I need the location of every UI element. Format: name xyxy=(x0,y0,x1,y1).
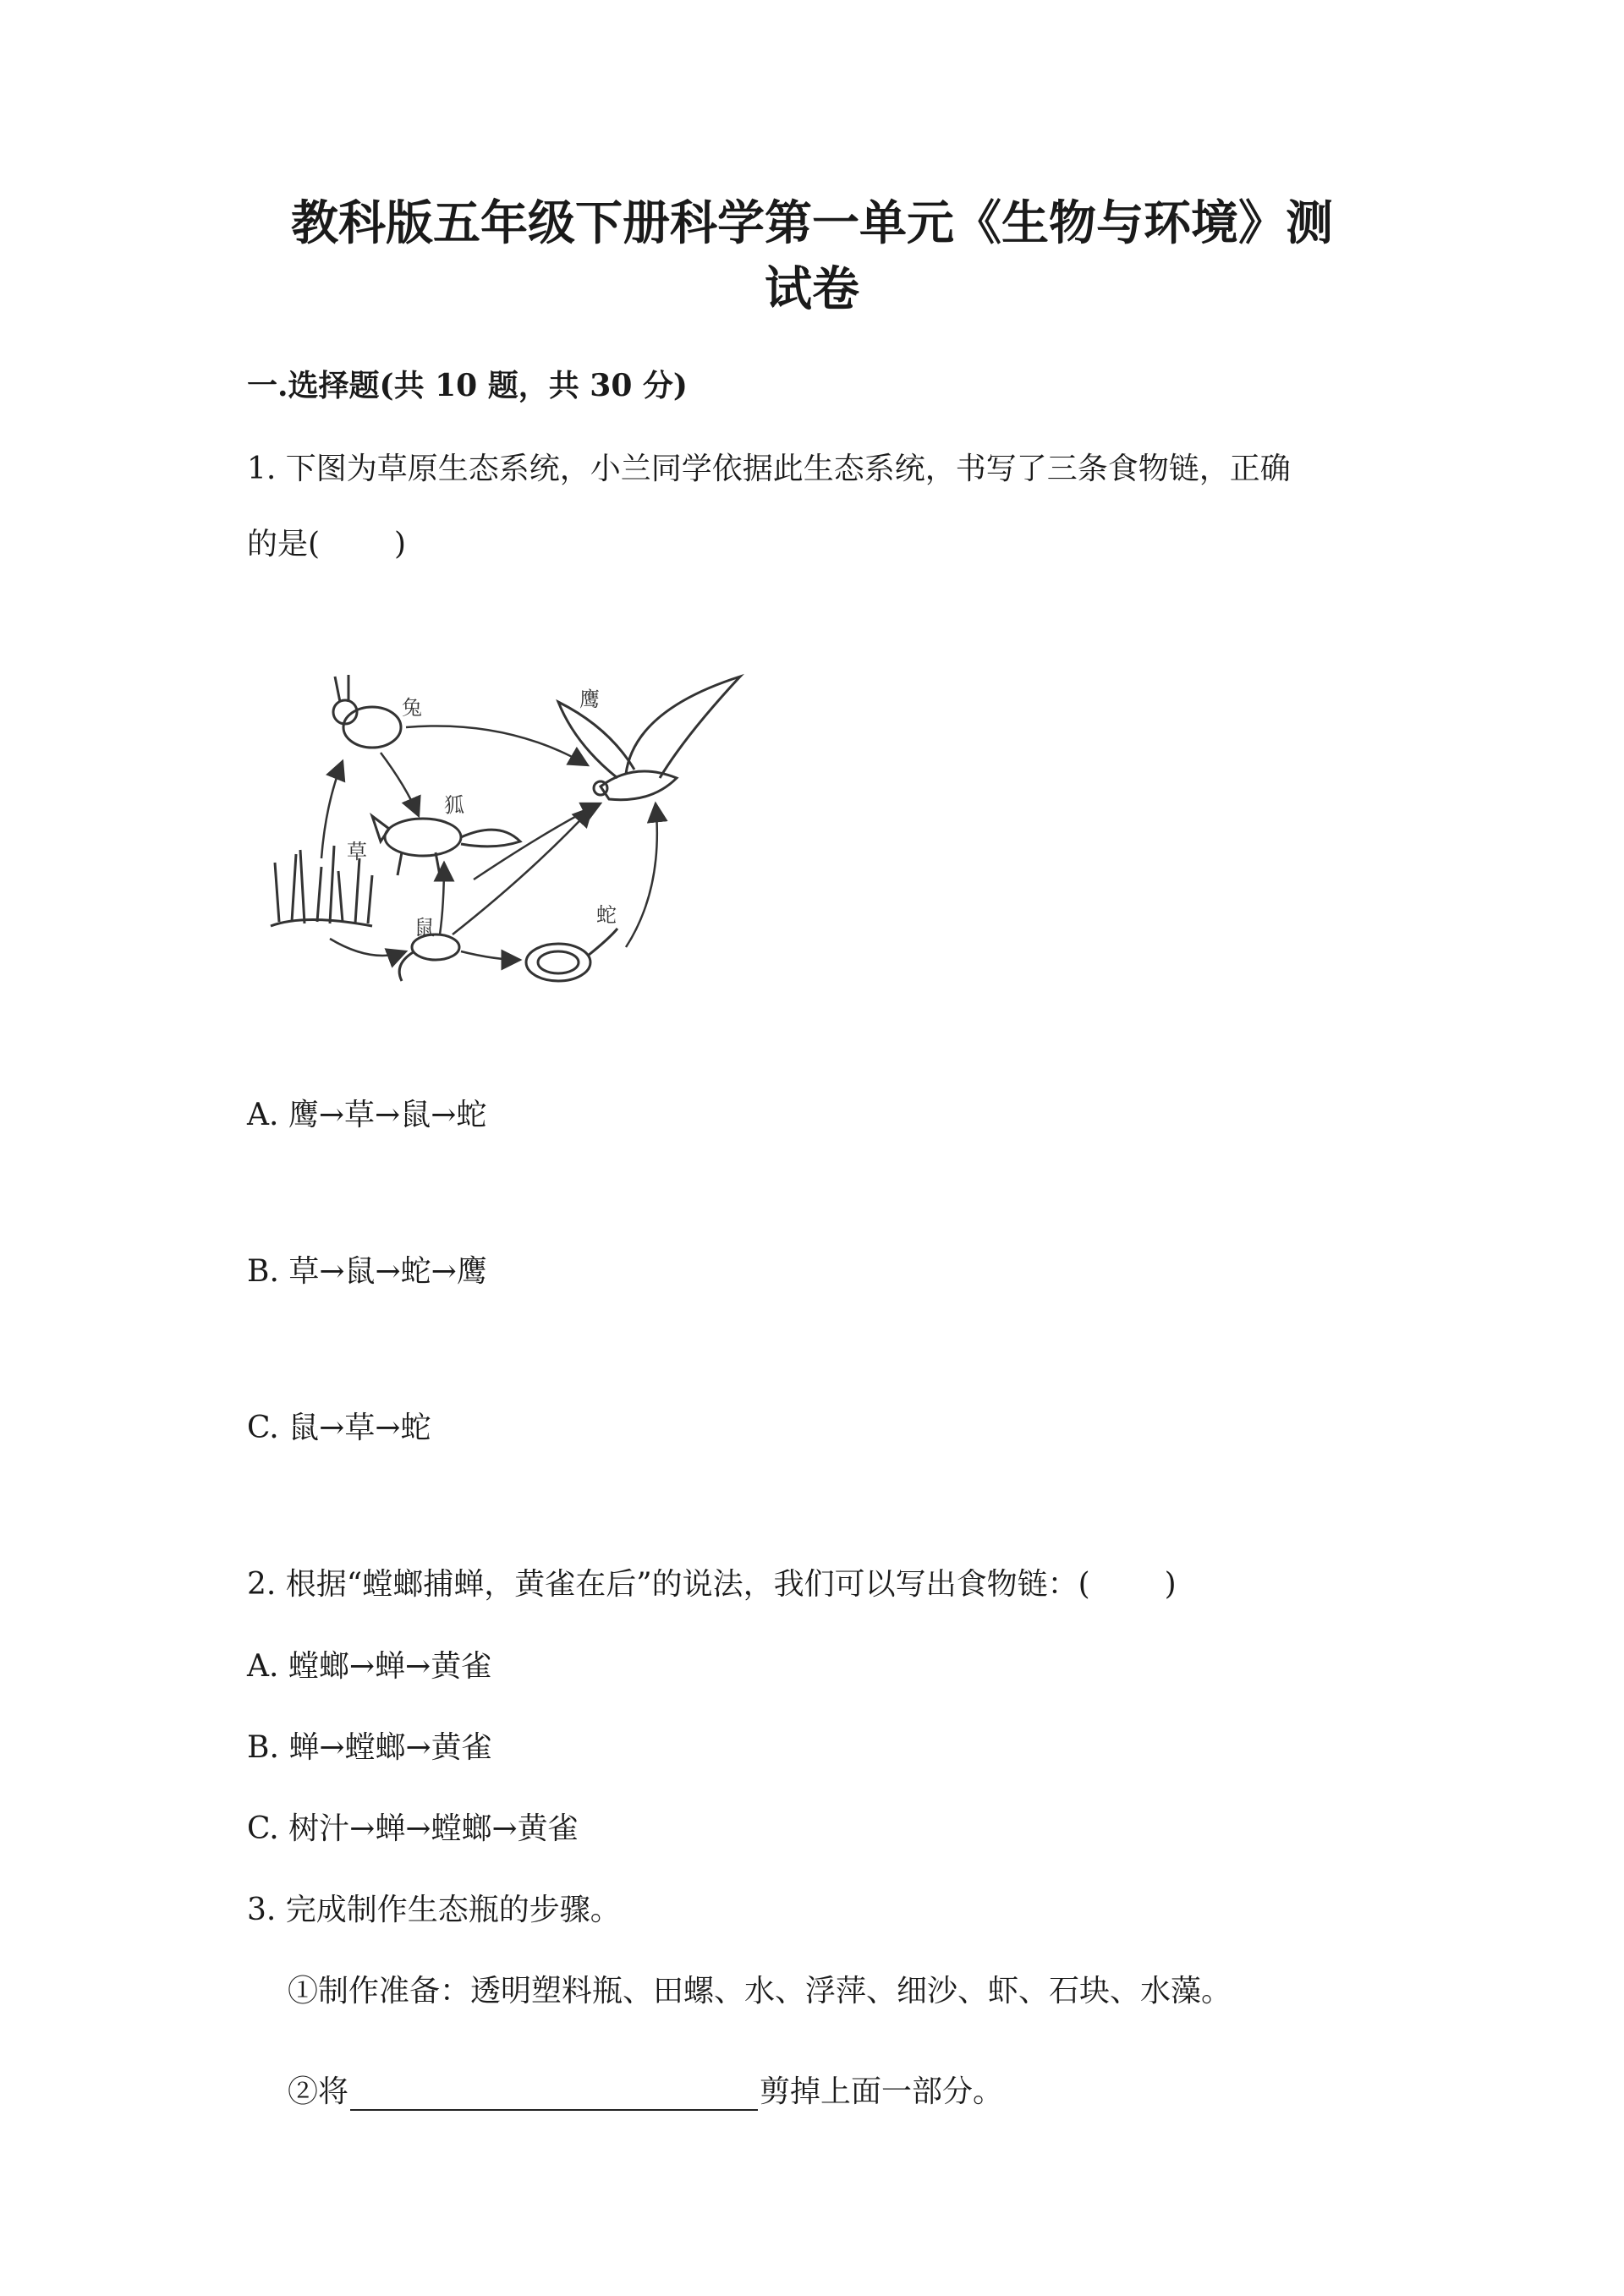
arrow-grass-rabbit xyxy=(321,761,343,858)
arrow-fox-eagle xyxy=(474,803,601,879)
page-title xyxy=(254,190,1370,322)
mouse-illustration xyxy=(399,934,459,981)
q2-option-c[interactable]: C. 树汁→蝉→螳螂→黄雀 xyxy=(247,1811,579,1846)
label-rabbit: 兔 xyxy=(402,696,422,720)
question-2-stem xyxy=(247,1560,1177,1603)
label-mouse: 鼠 xyxy=(414,916,435,940)
q1-stem-suffix: ) xyxy=(394,527,407,562)
title-line-2: 试卷 xyxy=(765,261,859,317)
arrow-rabbit-eagle xyxy=(406,726,588,765)
arrow-snake-eagle xyxy=(626,803,657,947)
q1-stem-prefix: 的是( xyxy=(247,527,321,562)
label-snake: 蛇 xyxy=(596,903,617,927)
question-1-stem: 1. 下图为草原生态系统，小兰同学依据此生态系统，书写了三条食物链，正确 xyxy=(247,452,1291,486)
arrow-mouse-snake xyxy=(461,951,520,960)
q3-step-2 xyxy=(288,2068,1003,2111)
q2-option-a[interactable]: A. 螳螂→蝉→黄雀 xyxy=(247,1649,492,1684)
arrow-mouse-eagle xyxy=(453,808,592,934)
q2-option-b[interactable]: B. 蝉→螳螂→黄雀 xyxy=(247,1730,492,1765)
q1-option-c[interactable]: C. 鼠→草→蛇 xyxy=(247,1411,431,1445)
question-3-stem: 3. 完成制作生态瓶的步骤。 xyxy=(247,1893,621,1927)
q2-stem-text: 2. 根据“螳螂捕蝉，黄雀在后”的说法，我们可以写出食物链：( xyxy=(247,1567,1090,1602)
snake-illustration xyxy=(526,929,617,981)
label-grass: 草 xyxy=(347,840,367,863)
fox-illustration xyxy=(372,816,520,875)
q2-stem-suffix: ) xyxy=(1164,1567,1177,1602)
title-line-1: 教科版五年级下册科学第一单元《生物与环境》测 xyxy=(291,195,1333,251)
question-1-stem-cont xyxy=(247,520,406,563)
arrow-rabbit-fox xyxy=(381,753,419,816)
food-web-figure xyxy=(254,660,761,1023)
label-eagle: 鹰 xyxy=(579,688,600,711)
arrow-grass-mouse xyxy=(330,939,406,956)
q1-option-b[interactable]: B. 草→鼠→蛇→鹰 xyxy=(247,1254,487,1289)
q3-step-2-prefix: ②将 xyxy=(288,2074,349,2109)
rabbit-illustration xyxy=(333,675,401,748)
q1-option-a[interactable]: A. 鹰→草→鼠→蛇 xyxy=(247,1098,487,1132)
q3-step-1: ①制作准备：透明塑料瓶、田螺、水、浮萍、细沙、虾、石块、水藻。 xyxy=(288,1974,1232,2008)
fill-in-blank[interactable] xyxy=(350,2079,758,2111)
q3-step-2-suffix: 剪掉上面一部分。 xyxy=(760,2074,1004,2109)
section-heading: 一.选择题(共 10 题，共 30 分) xyxy=(247,368,688,403)
label-fox: 狐 xyxy=(444,793,464,817)
food-web-diagram xyxy=(254,660,761,1023)
